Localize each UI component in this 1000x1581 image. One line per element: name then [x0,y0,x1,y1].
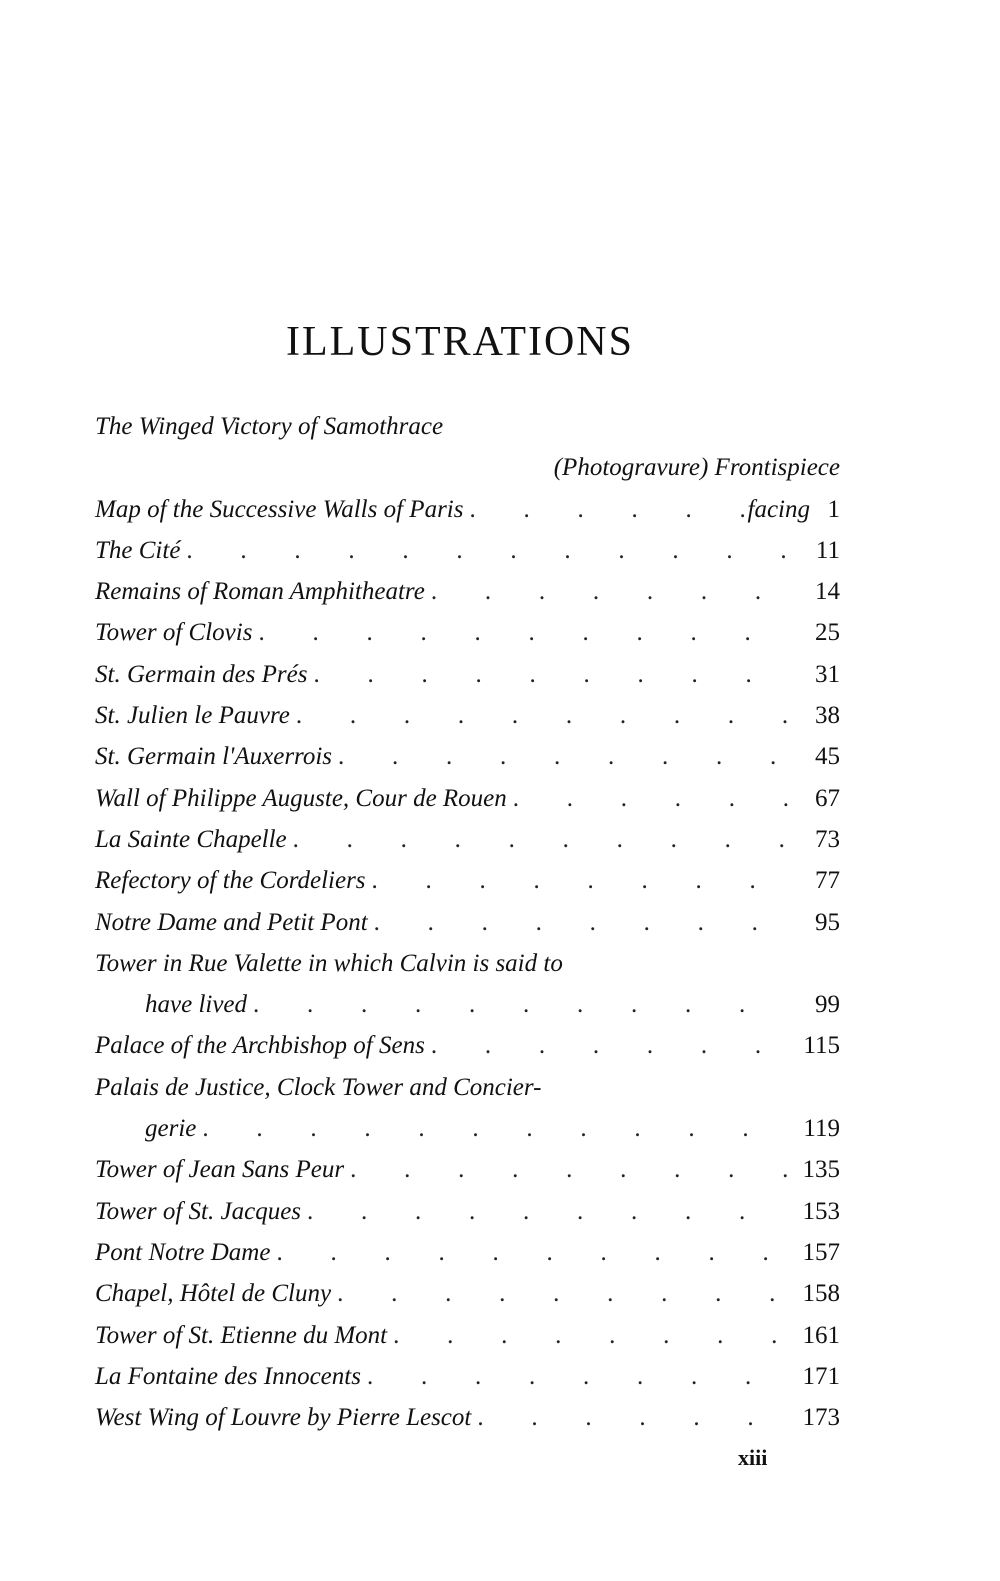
dot-leader [469,496,747,524]
entry-title: Tower of St. Jacques [95,1197,302,1225]
dot-leader [186,537,790,565]
dot-leader [431,578,790,606]
entry-page-number: 25 [815,619,840,647]
entry-title: La Fontaine des Innocents [95,1362,361,1390]
list-item [95,619,840,660]
list-item [95,991,840,1032]
entry-page-number: 73 [815,825,840,853]
dot-leader [276,1239,790,1267]
list-item [95,1115,840,1156]
dot-leader [202,1115,790,1143]
entry-page-number: 95 [815,908,840,936]
entry-page-number: 99 [815,991,840,1019]
dot-leader [367,1363,790,1391]
page-heading: ILLUSTRATIONS [286,319,634,365]
entry-page-number: 158 [802,1280,840,1308]
dot-leader [513,785,790,813]
list-item [95,1239,840,1280]
list-item [95,578,840,619]
entry-page-number: 119 [803,1115,840,1143]
entry-title: St. Germain l'Auxerrois [95,743,333,771]
entry-title: Refectory of the Cordeliers [95,867,366,895]
entry-page-number: 157 [802,1238,840,1266]
dot-leader [350,1156,790,1184]
list-item [95,537,840,578]
page-folio: xiii [738,1445,768,1470]
list-item [95,1280,840,1321]
entry-title: The Winged Victory of Samothrace [95,413,444,440]
dot-leader [296,702,790,730]
dot-leader [337,1280,790,1308]
list-item [95,1198,840,1239]
list-item [95,454,840,495]
entry-title: The Cité [95,536,181,564]
entry-title: gerie [145,1115,197,1143]
list-item [95,413,840,454]
entry-title: Tower in Rue Valette in which Calvin is said to [95,949,563,977]
entry-facing-label: facing [747,495,810,523]
entry-title: Palace of the Archbishop of Sens [95,1032,425,1060]
entry-page-number: 1 [827,495,840,523]
list-item [95,909,840,950]
list-item [95,1322,840,1363]
entry-title: Chapel, Hôtel de Cluny [95,1280,332,1308]
entry-page-number: 77 [815,867,840,895]
dot-leader [393,1322,790,1350]
entry-title: St. Julien le Pauvre [95,702,290,730]
entry-title: West Wing of Louvre by Pierre Lescot [95,1404,472,1432]
entry-page-number: 161 [802,1321,840,1349]
entry-title: (Photogravure) Frontispiece [553,454,840,482]
entry-title: Map of the Successive Walls of Paris [95,495,464,523]
list-item [95,785,840,826]
list-item [95,743,840,784]
entry-page-number: 115 [803,1032,840,1060]
list-item [95,950,840,991]
list-item [95,867,840,908]
entry-page-number: 14 [815,578,840,606]
entry-title: Tower of St. Etienne du Mont [95,1321,388,1349]
dot-leader [253,991,790,1019]
entry-page-number: 171 [802,1362,840,1390]
list-item [95,1074,840,1115]
dot-leader [338,743,790,771]
list-item [95,496,840,537]
illustrations-list [95,413,840,1445]
entry-title: Wall of Philippe Auguste, Cour de Rouen [95,784,507,812]
entry-page-number: 135 [802,1156,840,1184]
entry-page-number: 67 [815,784,840,812]
entry-title: have lived [145,991,248,1019]
entry-title: Remains of Roman Amphitheatre [95,578,425,606]
list-item [95,661,840,702]
list-item [95,1363,840,1404]
dot-leader [372,867,790,895]
entry-page-number: 153 [802,1197,840,1225]
entry-title: La Sainte Chapelle [95,825,287,853]
entry-page-number: 38 [815,702,840,730]
entry-page-number: 45 [815,743,840,771]
list-item [95,1404,840,1445]
dot-leader [293,826,790,854]
list-item [95,702,840,743]
dot-leader [431,1032,790,1060]
list-item [95,1156,840,1197]
dot-leader [313,661,790,689]
dot-leader [477,1404,790,1432]
entry-title: Notre Dame and Petit Pont [95,908,368,936]
entry-title: Pont Notre Dame [95,1238,271,1266]
dot-leader [258,619,790,647]
entry-page-number: 173 [802,1404,840,1432]
entry-title: Tower of Clovis [95,619,253,647]
list-item [95,826,840,867]
entry-title: Tower of Jean Sans Peur [95,1156,345,1184]
entry-page-number: 11 [815,536,840,564]
dot-leader [307,1198,790,1226]
entry-page-number: 31 [815,660,840,688]
entry-title: St. Germain des Prés [95,660,308,688]
dot-leader [374,909,790,937]
entry-title: Palais de Justice, Clock Tower and Concier- [95,1073,542,1101]
list-item [95,1032,840,1073]
